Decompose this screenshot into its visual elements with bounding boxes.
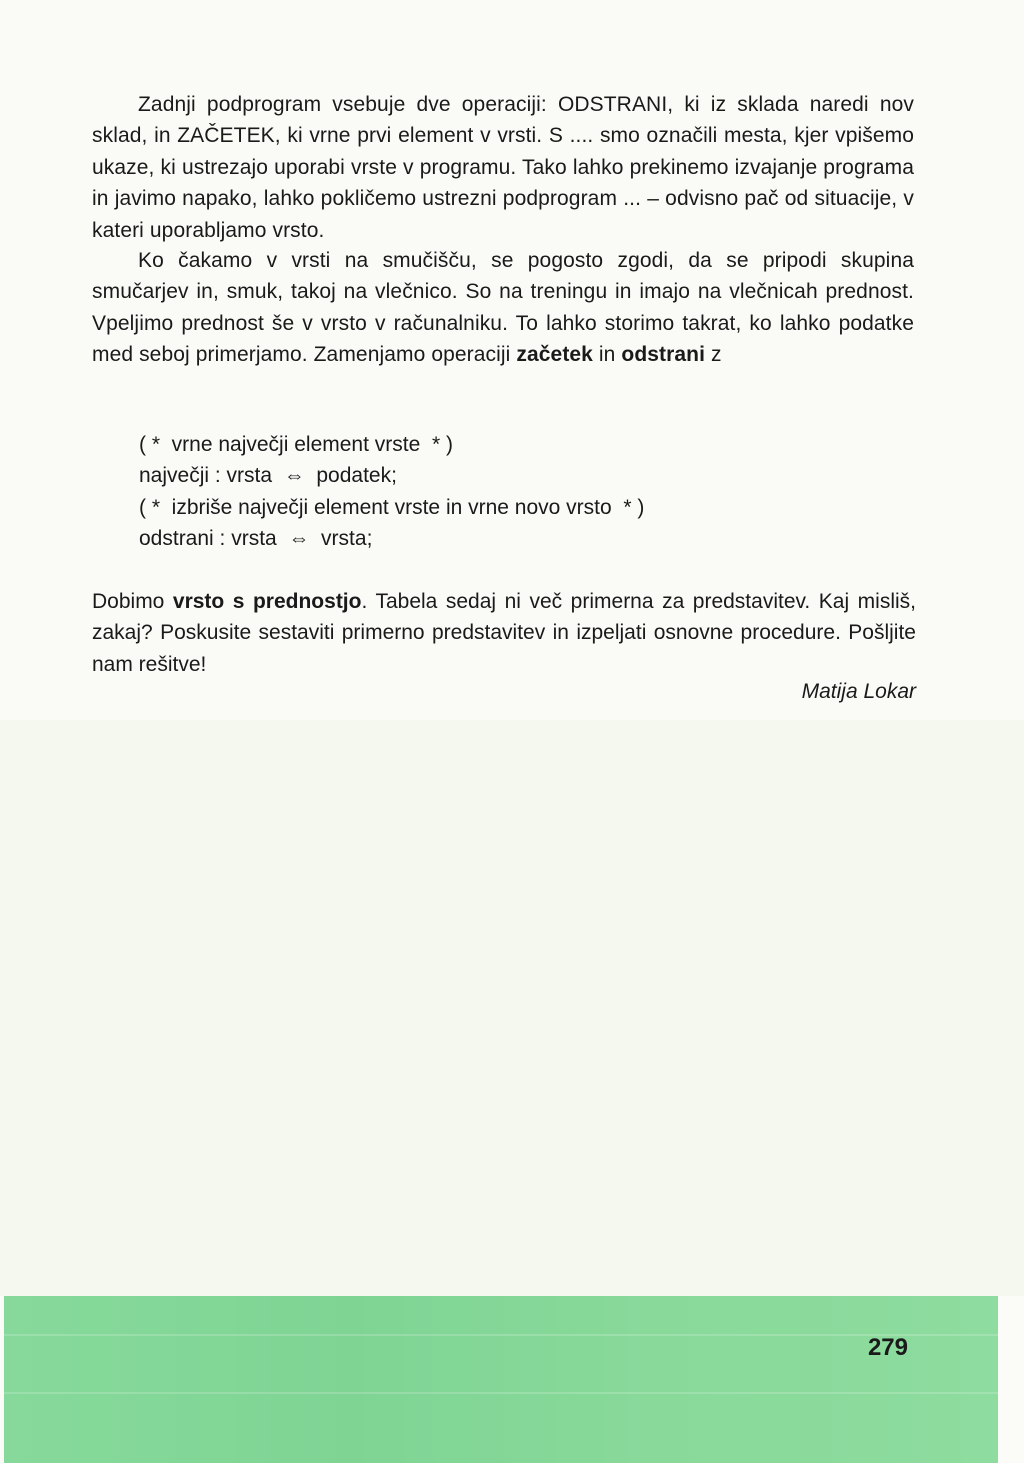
author-signature: Matija Lokar xyxy=(801,680,916,703)
code-line-comment-1: ( * vrne največji element vrste * ) xyxy=(139,433,453,456)
paragraph-conclusion-text-before: Dobimo xyxy=(92,590,173,613)
keyword-vrsto-s-prednostjo: vrsto s prednostjo xyxy=(172,590,362,613)
paragraph-conclusion-text xyxy=(92,586,916,680)
code-line-odstrani: odstrani : vrsta ⇔ vrsta; xyxy=(139,527,373,551)
paragraph-conclusion-text-after: . Tabela sedaj ni več primerna za predstavitev. Kaj misliš, zakaj? Poskusite sestaviti primerno predstavitev in izpeljati osnovne procedure. Pošljite nam rešitve! xyxy=(92,590,916,676)
paragraph-priority-text-middle: in xyxy=(592,343,622,367)
footer-color-band xyxy=(4,1296,998,1463)
paragraph-conclusion xyxy=(92,586,916,680)
page-number: 279 xyxy=(867,1334,908,1361)
paragraph-priority-text xyxy=(92,245,914,371)
paragraph-intro xyxy=(92,89,914,246)
code-listing xyxy=(139,429,644,555)
keyword-odstrani: odstrani xyxy=(621,343,706,367)
paragraph-priority-text-before: Ko čakamo v vrsti na smučišču, se pogosto zgodi, da se pripodi skupina smučarjev in, smuk, takoj na vlečnico. So na treningu in imajo na vlečnicah prednost. Vpeljimo prednost še v vrsto v računalniku. To lahko storimo takrat, ko lahko podatke med seboj primerjamo. Zamenjamo operaciji xyxy=(92,249,914,367)
lower-page-area xyxy=(0,720,1024,1296)
code-line-comment-2: ( * izbriše največji element vrste in vrne novo vrsto * ) xyxy=(139,495,645,519)
page-edge xyxy=(998,1296,1024,1463)
keyword-zacetek: začetek xyxy=(516,343,593,367)
code-line-najvecji: največji : vrsta ⇔ podatek; xyxy=(139,464,397,488)
paragraph-intro-text: Zadnji podprogram vsebuje dve operaciji: ODSTRANI, ki iz sklada naredi nov sklad, in ZAČETEK, ki vrne prvi element v vrsti. S .... smo označili mesta, kjer vpišemo ukaze, ki ustrezajo uporabi vrste v programu. Tako lahko prekinemo izvajanje programa in javimo napako, lahko pokličemo ustrezni podprogram ... – odvisno pač od situacije, v kateri uporabljamo vrsto. xyxy=(92,93,914,242)
paragraph-priority-text-after: z xyxy=(705,343,722,367)
paragraph-priority xyxy=(92,245,914,371)
